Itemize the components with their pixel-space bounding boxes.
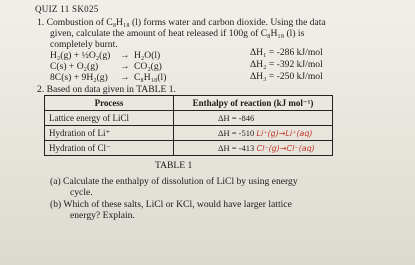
table-row (45, 111, 333, 126)
table-cell-process: Hydration of Li⁺ (45, 126, 174, 141)
eq2-product: CO₂(g) (134, 61, 162, 72)
handwritten-note: Li⁺(g)→Li⁺(aq) (256, 129, 313, 138)
eq1-arrow: → (120, 50, 130, 61)
handwritten-note: Cl⁻(g)→Cl⁻(aq) (256, 144, 315, 153)
eq3-reactants: 8C(s) + 9H₂(g) (50, 72, 108, 83)
table-cell-process: Lattice energy of LiCl (45, 111, 174, 126)
table-cell-enthalpy (174, 126, 333, 141)
q2b-line2: energy? Explain. (70, 210, 135, 221)
enthalpy-value: ΔH = -846 (218, 113, 255, 123)
table-header-row (45, 96, 333, 111)
eq2-reactants: C(s) + O₂(g) (50, 61, 99, 72)
eq1-enthalpy: ΔH₁ = -286 kJ/mol (250, 47, 323, 58)
eq3-enthalpy: ΔH₃ = -250 kJ/mol (250, 71, 323, 82)
eq2-enthalpy: ΔH₂ = -392 kJ/mol (250, 59, 323, 70)
q2a-line2: cycle. (70, 187, 93, 198)
table-cell-enthalpy (174, 141, 333, 156)
table-header-process: Process (45, 96, 174, 111)
q1-text-line1: 1. Combustion of C₈H₁₈ (l) forms water and carbon dioxide. Using the data (37, 17, 326, 28)
table-cell-enthalpy (174, 111, 333, 126)
table-row (45, 126, 333, 141)
eq3-arrow: → (120, 72, 130, 83)
q2a-line1: (a) Calculate the enthalpy of dissolution of LiCl by using energy (50, 176, 298, 187)
q1-text-line3: completely burnt. (50, 39, 118, 50)
enthalpy-table (44, 95, 333, 156)
table-header-enthalpy: Enthalpy of reaction (kJ mol⁻¹) (174, 96, 333, 111)
enthalpy-value: ΔH = -413 (218, 143, 255, 153)
eq1-reactants: H₂(g) + ½O₂(g) (50, 50, 111, 61)
q2b-line1: (b) Which of these salts, LiCl or KCl, would have larger lattice (50, 199, 292, 210)
eq3-product: C₈H₁₈(l) (134, 72, 167, 83)
table-row (45, 141, 333, 156)
table-caption: TABLE 1 (155, 160, 193, 171)
eq1-product: H₂O(l) (134, 50, 161, 61)
enthalpy-value: ΔH = -510 (218, 128, 255, 138)
q1-text-line2: given, calculate the amount of heat released if 100g of C₈H₁₈ (l) is (50, 28, 305, 39)
table-cell-process: Hydration of Cl⁻ (45, 141, 174, 156)
eq2-arrow: → (120, 61, 130, 72)
quiz-title: QUIZ 11 SK025 (35, 4, 99, 14)
q2-intro: 2. Based on data given in TABLE 1. (37, 84, 176, 95)
